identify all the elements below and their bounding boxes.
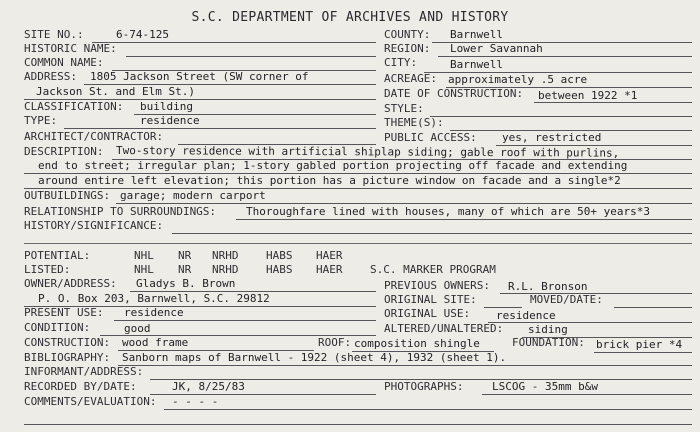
marker-program-label: S.C. MARKER PROGRAM bbox=[370, 263, 496, 276]
listed-haer: HAER bbox=[316, 263, 343, 276]
bibliography-value: Sanborn maps of Barnwell - 1922 (sheet 4), 1932 (sheet 1). bbox=[122, 351, 507, 364]
owner-line-1: Gladys B. Brown bbox=[136, 277, 236, 290]
public-access-value: yes, restricted bbox=[502, 131, 602, 144]
potential-nhl: NHL bbox=[134, 249, 154, 262]
listed-habs: HABS bbox=[266, 263, 293, 276]
site-no-label: SITE NO.: bbox=[24, 28, 84, 41]
previous-owners-value: R.L. Bronson bbox=[508, 280, 588, 293]
historic-name-label: HISTORIC NAME: bbox=[24, 42, 117, 55]
outbuildings-line bbox=[116, 203, 692, 204]
address-label: ADDRESS: bbox=[24, 70, 77, 83]
common-name-label: COMMON NAME: bbox=[24, 56, 104, 69]
altered-label: ALTERED/UNALTERED: bbox=[384, 322, 504, 335]
altered-value: siding bbox=[528, 323, 568, 336]
themes-label: THEME(S): bbox=[384, 116, 444, 129]
comments-line bbox=[164, 409, 692, 410]
moved-date-line bbox=[614, 307, 692, 308]
recorded-by-value: JK, 8/25/83 bbox=[172, 380, 245, 393]
description-line-3: around entire left elevation; this portion has a picture window on facade and a single*2 bbox=[38, 174, 621, 187]
potential-label: POTENTIAL: bbox=[24, 249, 91, 262]
bibliography-label: BIBLIOGRAPHY: bbox=[24, 351, 111, 364]
historic-name-line bbox=[126, 56, 376, 57]
bibliography-line bbox=[118, 365, 692, 366]
architect-label: ARCHITECT/CONTRACTOR: bbox=[24, 130, 164, 143]
section-divider bbox=[24, 243, 692, 244]
address-line-2: Jackson St. and Elm St.) bbox=[36, 85, 195, 98]
foundation-line bbox=[594, 352, 692, 353]
city-value: Barnwell bbox=[450, 58, 503, 71]
address-line-1: 1805 Jackson Street (SW corner of bbox=[90, 70, 309, 83]
description-line-1: Two-story residence with artificial shiplap siding; gable roof with purlins, bbox=[115, 144, 620, 160]
original-use-label: ORIGINAL USE: bbox=[384, 307, 471, 320]
listed-nr: NR bbox=[178, 263, 192, 276]
photographs-value: LSCOG - 35mm b&w bbox=[492, 380, 598, 393]
roof-label: ROOF: bbox=[318, 336, 352, 349]
region-label: REGION: bbox=[384, 42, 431, 55]
foundation-label: FOUNDATION: bbox=[512, 336, 585, 349]
photographs-line bbox=[482, 394, 692, 395]
foundation-value: brick pier *4 bbox=[596, 338, 683, 351]
outbuildings-value: garage; modern carport bbox=[120, 189, 266, 202]
relationship-label: RELATIONSHIP TO SURROUNDINGS: bbox=[24, 205, 217, 218]
condition-label: CONDITION: bbox=[24, 321, 91, 334]
listed-label: LISTED: bbox=[24, 263, 71, 276]
listed-nhl: NHL bbox=[134, 263, 154, 276]
city-label: CITY: bbox=[384, 56, 418, 69]
comments-value: - - - - bbox=[172, 395, 219, 408]
outbuildings-label: OUTBUILDINGS: bbox=[24, 189, 111, 202]
site-no-value: 6-74-125 bbox=[116, 28, 169, 41]
county-value: Barnwell bbox=[450, 28, 503, 41]
relationship-line bbox=[236, 219, 692, 220]
potential-haer: HAER bbox=[316, 249, 343, 262]
style-line bbox=[430, 116, 692, 117]
county-label: COUNTY: bbox=[384, 28, 431, 41]
type-value: residence bbox=[140, 114, 200, 127]
informant-label: INFORMANT/ADDRESS: bbox=[24, 365, 144, 378]
acreage-label: ACREAGE: bbox=[384, 72, 437, 85]
type-line bbox=[64, 128, 376, 129]
type-label: TYPE: bbox=[24, 114, 58, 127]
roof-value: composition shingle bbox=[354, 337, 480, 350]
comments-line-b bbox=[24, 424, 692, 425]
date-construction-label: DATE OF CONSTRUCTION: bbox=[384, 87, 524, 100]
listed-nrhd: NRHD bbox=[212, 263, 239, 276]
original-site-label: ORIGINAL SITE: bbox=[384, 293, 477, 306]
region-line bbox=[438, 56, 692, 57]
condition-value: good bbox=[124, 322, 151, 335]
public-access-label: PUBLIC ACCESS: bbox=[384, 131, 477, 144]
original-use-value: residence bbox=[496, 309, 556, 322]
page-title: S.C. DEPARTMENT OF ARCHIVES AND HISTORY bbox=[191, 10, 509, 25]
history-label: HISTORY/SIGNIFICANCE: bbox=[24, 219, 164, 232]
recorded-by-label: RECORDED BY/DATE: bbox=[24, 380, 137, 393]
potential-habs: HABS bbox=[266, 249, 293, 262]
relationship-value: Thoroughfare lined with houses, many of which are 50+ years*3 bbox=[246, 205, 650, 218]
site-no-line bbox=[92, 42, 376, 43]
present-use-label: PRESENT USE: bbox=[24, 306, 104, 319]
description-label: DESCRIPTION: bbox=[24, 145, 104, 158]
classification-value: building bbox=[140, 100, 193, 113]
date-construction-value: between 1922 *1 bbox=[538, 89, 638, 102]
comments-label: COMMENTS/EVALUATION: bbox=[24, 395, 157, 408]
photographs-label: PHOTOGRAPHS: bbox=[384, 380, 464, 393]
potential-nr: NR bbox=[178, 249, 192, 262]
construction-value: wood frame bbox=[122, 336, 189, 349]
style-label: STYLE: bbox=[384, 102, 424, 115]
construction-label: CONSTRUCTION: bbox=[24, 336, 111, 349]
moved-date-label: MOVED/DATE: bbox=[530, 293, 603, 306]
original-site-line bbox=[484, 307, 522, 308]
region-value: Lower Savannah bbox=[450, 42, 543, 55]
owner-line-2: P. O. Box 203, Barnwell, S.C. 29812 bbox=[38, 292, 270, 305]
present-use-value: residence bbox=[124, 306, 184, 319]
previous-owners-label: PREVIOUS OWNERS: bbox=[384, 279, 490, 292]
description-line-2: end to street; irregular plan; 1-story gabled portion projecting off facade and extending bbox=[38, 159, 628, 172]
acreage-value: approximately .5 acre bbox=[448, 73, 588, 86]
classification-label: CLASSIFICATION: bbox=[24, 100, 124, 113]
original-use-line bbox=[488, 322, 692, 323]
potential-nrhd: NRHD bbox=[212, 249, 239, 262]
owner-address-label: OWNER/ADDRESS: bbox=[24, 277, 117, 290]
date-construction-line bbox=[534, 102, 692, 103]
history-line bbox=[172, 233, 692, 234]
present-use-line bbox=[114, 320, 376, 321]
